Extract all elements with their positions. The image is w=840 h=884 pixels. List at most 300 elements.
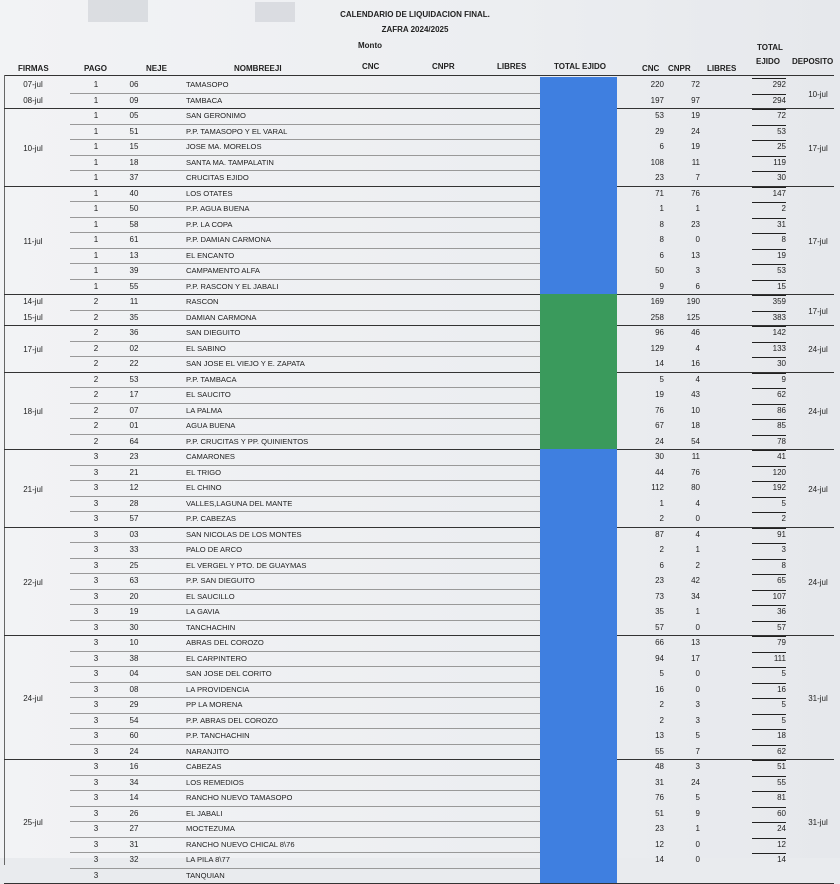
neje-cell: 34 <box>129 777 139 787</box>
cnc-cell: 112 <box>651 483 664 492</box>
neje-cell: 10 <box>129 638 139 647</box>
document-title: CALENDARIO DE LIQUIDACION FINAL. <box>340 10 490 19</box>
pago-cell: 2 <box>93 359 99 368</box>
table-row <box>0 356 840 372</box>
total-ejido-cell: 30 <box>777 359 786 368</box>
cnpr-cell: 4 <box>695 343 700 353</box>
neje-cell: 64 <box>129 436 139 446</box>
total-underline <box>752 776 786 777</box>
total-underline <box>752 636 786 637</box>
pago-cell: 1 <box>93 219 99 229</box>
total-ejido-cell: 120 <box>772 467 786 477</box>
pago-cell: 1 <box>93 142 99 151</box>
neje-cell: 15 <box>129 142 139 151</box>
neje-cell: 07 <box>129 405 139 415</box>
neje-cell: 25 <box>129 560 139 570</box>
cnpr-cell: 0 <box>695 235 700 244</box>
neje-cell: 24 <box>129 746 139 756</box>
table-row <box>0 589 840 605</box>
cnc-cell: 220 <box>650 80 664 89</box>
ejido-name-cell: P.P. LA COPA <box>186 219 233 229</box>
table-row <box>0 263 840 279</box>
col-cnc: CNC <box>362 62 380 71</box>
cnpr-cell: 1 <box>695 204 700 213</box>
total-ejido-cell: 41 <box>777 452 786 461</box>
neje-cell: 54 <box>129 715 139 725</box>
cnpr-cell: 6 <box>695 281 700 291</box>
ejido-name-cell: RASCON <box>186 297 219 306</box>
cnpr-cell: 0 <box>695 669 700 678</box>
table-row <box>0 775 840 791</box>
total-ejido-cell: 133 <box>772 343 786 353</box>
neje-cell: 13 <box>129 250 139 260</box>
total-ejido-cell: 5 <box>781 715 786 725</box>
total-ejido-cell: 5 <box>781 498 786 508</box>
total-underline <box>752 326 786 327</box>
firma-date: 25-jul <box>23 818 43 827</box>
ejido-name-cell: LOS OTATES <box>186 188 233 198</box>
ejido-name-cell: P.P. SAN DIEGUITO <box>186 576 255 585</box>
total-underline <box>752 528 786 529</box>
neje-cell: 28 <box>129 498 139 508</box>
total-ejido-cell: 2 <box>781 514 786 523</box>
cnc-cell: 108 <box>650 157 664 167</box>
total-underline <box>752 171 786 172</box>
cnpr-cell: 125 <box>686 312 700 322</box>
total-underline <box>752 466 786 467</box>
col-firmas: FIRMAS <box>18 64 49 73</box>
cnc-cell: 51 <box>655 808 664 818</box>
pago-cell: 2 <box>93 297 99 306</box>
cnpr-cell: 76 <box>691 188 700 198</box>
neje-cell: 20 <box>129 591 139 601</box>
table-row <box>0 713 840 729</box>
pago-cell: 3 <box>93 452 99 461</box>
firma-date: 15-jul <box>23 312 43 322</box>
ejido-name-cell: P.P. TANCHACHIN <box>186 731 250 740</box>
neje-cell: 31 <box>129 839 139 849</box>
pago-cell: 2 <box>93 328 99 337</box>
cnc-cell: 76 <box>655 405 664 415</box>
neje-cell: 35 <box>129 312 139 322</box>
ejido-name-cell: CAMPAMENTO ALFA <box>186 266 260 275</box>
table-row <box>0 837 840 853</box>
cnpr-cell: 80 <box>691 483 700 492</box>
cnc-cell: 53 <box>655 111 664 120</box>
cnpr-cell: 10 <box>691 405 700 415</box>
firma-date: 18-jul <box>23 407 43 417</box>
cnc-cell: 14 <box>655 359 664 368</box>
pago-cell: 1 <box>93 235 99 244</box>
pago-cell: 2 <box>93 421 99 430</box>
total-ejido-cell: 111 <box>773 653 786 663</box>
total-underline <box>752 605 786 606</box>
ejido-name-cell: TANCHACHIN <box>186 622 236 632</box>
table-row <box>0 170 840 186</box>
ejido-name-cell: TAMBACA <box>186 95 223 105</box>
ejido-name-cell: RANCHO NUEVO CHICAL 8\76 <box>186 839 295 849</box>
firma-date: 07-jul <box>23 80 43 89</box>
cnc-cell: 8 <box>659 235 664 244</box>
cnpr-cell: 3 <box>695 762 700 771</box>
neje-cell: 26 <box>129 808 139 818</box>
cnc-cell: 5 <box>659 374 664 384</box>
ejido-name-cell: P.P. CABEZAS <box>186 514 236 523</box>
cnpr-cell: 1 <box>695 545 700 554</box>
table-row <box>0 604 840 620</box>
total-underline <box>752 78 786 79</box>
total-underline <box>752 853 786 854</box>
neje-cell: 60 <box>129 731 139 740</box>
group-deposito <box>0 815 840 831</box>
group-deposito <box>0 234 840 250</box>
total-ejido-cell: 8 <box>781 560 786 570</box>
total-ejido-cell: 107 <box>772 591 786 601</box>
pago-cell: 1 <box>93 266 99 275</box>
table-row <box>0 728 840 744</box>
ejido-name-cell: P.P. RASCON Y EL JABALI <box>186 281 279 291</box>
table-row <box>0 744 840 760</box>
ejido-name-cell: SAN NICOLAS DE LOS MONTES <box>186 529 302 539</box>
table-row <box>0 201 840 217</box>
ejido-name-cell: VALLES,LAGUNA DEL MANTE <box>186 498 293 508</box>
cnpr-cell: 190 <box>686 297 700 306</box>
total-ejido-cell: 15 <box>777 281 786 291</box>
ejido-name-cell: SAN JOSE EL VIEJO Y E. ZAPATA <box>186 359 305 368</box>
total-ejido-cell: 57 <box>777 622 786 632</box>
total-ejido-cell: 383 <box>772 312 786 322</box>
total-ejido-cell: 8 <box>781 235 786 244</box>
neje-cell: 01 <box>129 421 139 430</box>
total-underline <box>752 435 786 436</box>
neje-cell: 02 <box>129 343 139 353</box>
pago-cell: 3 <box>93 483 99 492</box>
cnc-cell: 23 <box>655 824 664 833</box>
total-ejido-cell: 359 <box>772 297 786 306</box>
table-row <box>0 449 840 465</box>
cnpr-cell: 34 <box>691 591 700 601</box>
ejido-name-cell: JOSE MA. MORELOS <box>186 142 262 151</box>
cnc-cell: 8 <box>659 219 664 229</box>
ejido-name-cell: P.P. ABRAS DEL COROZO <box>186 715 278 725</box>
col-pago: PAGO <box>84 64 107 73</box>
pago-cell: 3 <box>93 855 99 864</box>
group-deposito <box>0 342 840 358</box>
neje-cell: 09 <box>129 95 139 105</box>
cnpr-cell: 0 <box>695 514 700 523</box>
pago-cell: 3 <box>93 498 99 508</box>
cnpr-cell: 5 <box>695 793 700 802</box>
ejido-name-cell: LA PALMA <box>186 405 223 415</box>
pago-cell: 1 <box>93 126 99 136</box>
total-ejido-cell: 55 <box>777 777 786 787</box>
table-row <box>0 542 840 558</box>
cnc-cell: 67 <box>655 421 664 430</box>
cnc-cell: 5 <box>659 669 664 678</box>
ejido-name-cell: LA GAVIA <box>186 607 220 616</box>
ejido-name-cell: CRUCITAS EJIDO <box>186 173 249 182</box>
pago-cell: 3 <box>93 684 99 694</box>
pago-cell: 1 <box>93 80 99 89</box>
cnpr-cell: 4 <box>695 529 700 539</box>
total-ejido-cell: 86 <box>777 405 786 415</box>
deposito-date: 10-jul <box>808 89 828 99</box>
cnc-cell: 129 <box>650 343 664 353</box>
ejido-name-cell: NARANJITO <box>186 746 229 756</box>
total-underline <box>752 714 786 715</box>
deposito-date: 24-jul <box>808 484 828 494</box>
cnc-cell: 30 <box>655 452 664 461</box>
total-underline <box>752 683 786 684</box>
neje-cell: 11 <box>129 297 139 306</box>
ejido-name-cell: CAMARONES <box>186 452 235 461</box>
pago-cell: 2 <box>93 374 99 384</box>
total-ejido-cell: 62 <box>777 390 786 399</box>
cnpr-cell: 76 <box>691 467 700 477</box>
pago-cell: 3 <box>93 793 99 802</box>
total-ejido-cell: 53 <box>777 266 786 275</box>
ejido-name-cell: EL CARPINTERO <box>186 653 247 663</box>
total-underline <box>752 559 786 560</box>
total-underline <box>752 218 786 219</box>
cnpr-cell: 24 <box>691 777 700 787</box>
total-ejido-cell: 9 <box>781 374 786 384</box>
total-ejido-cell: 25 <box>777 142 786 151</box>
total-underline <box>752 652 786 653</box>
total-ejido-cell: 142 <box>772 328 786 337</box>
ejido-name-cell: EL SAUCITO <box>186 390 231 399</box>
total-ejido-cell: 78 <box>777 436 786 446</box>
table-row <box>0 186 840 202</box>
col-libres: LIBRES <box>497 62 527 71</box>
table-row <box>0 496 840 512</box>
neje-cell: 37 <box>129 173 139 182</box>
neje-cell: 27 <box>129 824 139 833</box>
total-ejido-cell: 5 <box>781 700 786 709</box>
pago-cell: 2 <box>93 390 99 399</box>
cnc-cell: 197 <box>650 95 664 105</box>
neje-cell: 29 <box>129 700 139 709</box>
document-subtitle: ZAFRA 2024/2025 <box>381 25 449 34</box>
col-cnpr2: CNPR <box>668 64 691 73</box>
cnpr-cell: 7 <box>695 173 700 182</box>
cnpr-cell: 4 <box>695 374 700 384</box>
col-ejido: EJIDO <box>756 57 781 66</box>
pago-cell: 3 <box>93 669 99 678</box>
cnc-cell: 94 <box>655 653 664 663</box>
table-row <box>0 418 840 434</box>
pago-cell: 3 <box>93 746 99 756</box>
neje-cell: 18 <box>129 157 139 167</box>
total-underline <box>752 667 786 668</box>
deposito-date: 17-jul <box>808 143 828 153</box>
col-cnc2: CNC <box>642 64 660 73</box>
pago-cell: 3 <box>93 591 99 601</box>
pago-cell: 3 <box>93 560 99 570</box>
ejido-name-cell: P.P. DAMIAN CARMONA <box>186 235 271 244</box>
firma-date: 10-jul <box>23 143 43 153</box>
table-row <box>0 527 840 543</box>
pago-cell: 1 <box>93 173 99 182</box>
total-ejido-cell: 19 <box>777 250 786 260</box>
cnc-cell: 19 <box>655 390 664 399</box>
group-deposito <box>0 482 840 498</box>
ejido-name-cell: LA PILA 8\77 <box>186 855 230 864</box>
pago-cell: 1 <box>93 157 99 167</box>
pago-cell: 2 <box>93 343 99 353</box>
cnc-cell: 9 <box>659 281 664 291</box>
neje-cell: 21 <box>129 467 139 477</box>
neje-cell: 36 <box>129 328 139 337</box>
ejido-name-cell: LOS REMEDIOS <box>186 777 244 787</box>
ejido-name-cell: EL SABINO <box>186 343 226 353</box>
cnpr-cell: 11 <box>691 157 700 167</box>
cnc-cell: 16 <box>655 684 664 694</box>
total-ejido-cell: 36 <box>777 607 786 616</box>
total-underline <box>752 109 786 110</box>
cnpr-cell: 13 <box>691 638 700 647</box>
total-ejido-cell: 294 <box>772 95 786 105</box>
cnpr-cell: 18 <box>691 421 700 430</box>
pago-cell: 3 <box>93 529 99 539</box>
pago-cell: 2 <box>93 405 99 415</box>
ejido-name-cell: EL JABALI <box>186 808 223 818</box>
cnpr-cell: 23 <box>691 219 700 229</box>
group-deposito <box>0 141 840 157</box>
pago-cell: 3 <box>93 762 99 771</box>
total-ejido-cell: 2 <box>781 204 786 213</box>
total-underline <box>752 125 786 126</box>
ejido-name-cell: DAMIAN CARMONA <box>186 312 257 322</box>
total-underline <box>752 791 786 792</box>
total-ejido-cell: 51 <box>777 762 786 771</box>
table-row <box>0 217 840 233</box>
cnc-cell: 1 <box>659 498 664 508</box>
table-row <box>0 124 840 140</box>
pago-cell: 3 <box>93 653 99 663</box>
ejido-name-cell: EL SAUCILLO <box>186 591 235 601</box>
total-underline <box>752 745 786 746</box>
ejido-name-cell: EL CHINO <box>186 483 222 492</box>
table-row <box>0 620 840 636</box>
ejido-name-cell: MOCTEZUMA <box>186 824 235 833</box>
ejido-name-cell: ABRAS DEL COROZO <box>186 638 264 647</box>
neje-cell: 61 <box>129 235 139 244</box>
neje-cell: 33 <box>129 545 139 554</box>
pago-cell: 3 <box>93 576 99 585</box>
col-libres2: LIBRES <box>707 64 737 73</box>
neje-cell: 58 <box>129 219 139 229</box>
table-row <box>0 155 840 171</box>
ejido-name-cell: TANQUIAN <box>186 870 225 880</box>
ejido-name-cell: P.P. TAMBACA <box>186 374 237 384</box>
col-neje: NEJE <box>146 64 167 73</box>
pago-cell: 3 <box>93 638 99 647</box>
deposito-date: 31-jul <box>808 694 828 703</box>
neje-cell: 57 <box>129 514 139 523</box>
cnpr-cell: 17 <box>691 653 700 663</box>
cnpr-cell: 11 <box>691 452 700 461</box>
cnpr-cell: 13 <box>691 250 700 260</box>
neje-cell: 32 <box>129 855 139 864</box>
total-ejido-cell: 79 <box>777 638 786 647</box>
neje-cell: 55 <box>129 281 139 291</box>
firma-date: 11-jul <box>23 236 43 246</box>
pago-cell: 1 <box>93 188 99 198</box>
col-cnpr: CNPR <box>432 62 455 71</box>
cnc-cell: 258 <box>650 312 664 322</box>
pago-cell: 3 <box>93 467 99 477</box>
firma-date: 17-jul <box>23 345 43 355</box>
pago-cell: 1 <box>93 281 99 291</box>
cnpr-cell: 19 <box>691 111 700 120</box>
table-row <box>0 868 840 884</box>
neje-cell: 30 <box>129 622 139 632</box>
pago-cell: 1 <box>93 95 99 105</box>
total-ejido-cell: 119 <box>773 157 786 167</box>
table-row <box>0 434 840 450</box>
cnpr-cell: 54 <box>691 436 700 446</box>
header-rule <box>4 75 834 76</box>
firma-date: 22-jul <box>23 577 43 587</box>
total-underline <box>752 807 786 808</box>
ejido-name-cell: SAN JOSE DEL CORITO <box>186 669 272 678</box>
cnpr-cell: 1 <box>695 607 700 616</box>
neje-cell: 19 <box>129 607 139 616</box>
group-deposito <box>0 304 840 320</box>
cnc-cell: 169 <box>650 297 664 306</box>
cnpr-cell: 42 <box>691 576 700 585</box>
table-row <box>0 635 840 651</box>
cnc-cell: 76 <box>655 793 664 802</box>
deposito-date: 24-jul <box>808 407 828 417</box>
total-ejido-cell: 60 <box>777 808 786 818</box>
table-row <box>0 558 840 574</box>
total-ejido-cell: 72 <box>777 111 786 120</box>
neje-cell: 51 <box>129 126 139 136</box>
total-ejido-cell: 14 <box>777 855 786 864</box>
total-ejido-cell: 53 <box>777 126 786 136</box>
cnc-cell: 35 <box>655 607 664 616</box>
cnc-cell: 6 <box>659 560 664 570</box>
pago-cell: 3 <box>93 870 99 880</box>
cnc-cell: 2 <box>659 715 664 725</box>
pago-cell: 2 <box>93 312 99 322</box>
cnc-cell: 48 <box>655 762 664 771</box>
pago-cell: 3 <box>93 545 99 554</box>
deposito-date: 17-jul <box>808 236 828 246</box>
ejido-name-cell: P.P. AGUA BUENA <box>186 204 250 213</box>
neje-cell: 16 <box>129 762 139 771</box>
cnpr-cell: 4 <box>695 498 700 508</box>
cnc-cell: 55 <box>655 746 664 756</box>
table-row <box>0 108 840 124</box>
total-ejido-cell: 5 <box>781 669 786 678</box>
pago-cell: 3 <box>93 514 99 523</box>
total-ejido-cell: 65 <box>777 576 786 585</box>
ejido-name-cell: P.P. TAMASOPO Y EL VARAL <box>186 126 288 136</box>
col-nombre: NOMBREEJI <box>234 64 282 73</box>
cnc-cell: 23 <box>655 173 664 182</box>
group-deposito <box>0 87 840 103</box>
ejido-name-cell: SAN GERONIMO <box>186 111 246 120</box>
neje-cell: 22 <box>129 359 139 368</box>
cnpr-cell: 0 <box>695 622 700 632</box>
total-ejido-cell: 18 <box>777 731 786 740</box>
total-underline <box>752 280 786 281</box>
table-row <box>0 387 840 403</box>
pago-cell: 2 <box>93 436 99 446</box>
